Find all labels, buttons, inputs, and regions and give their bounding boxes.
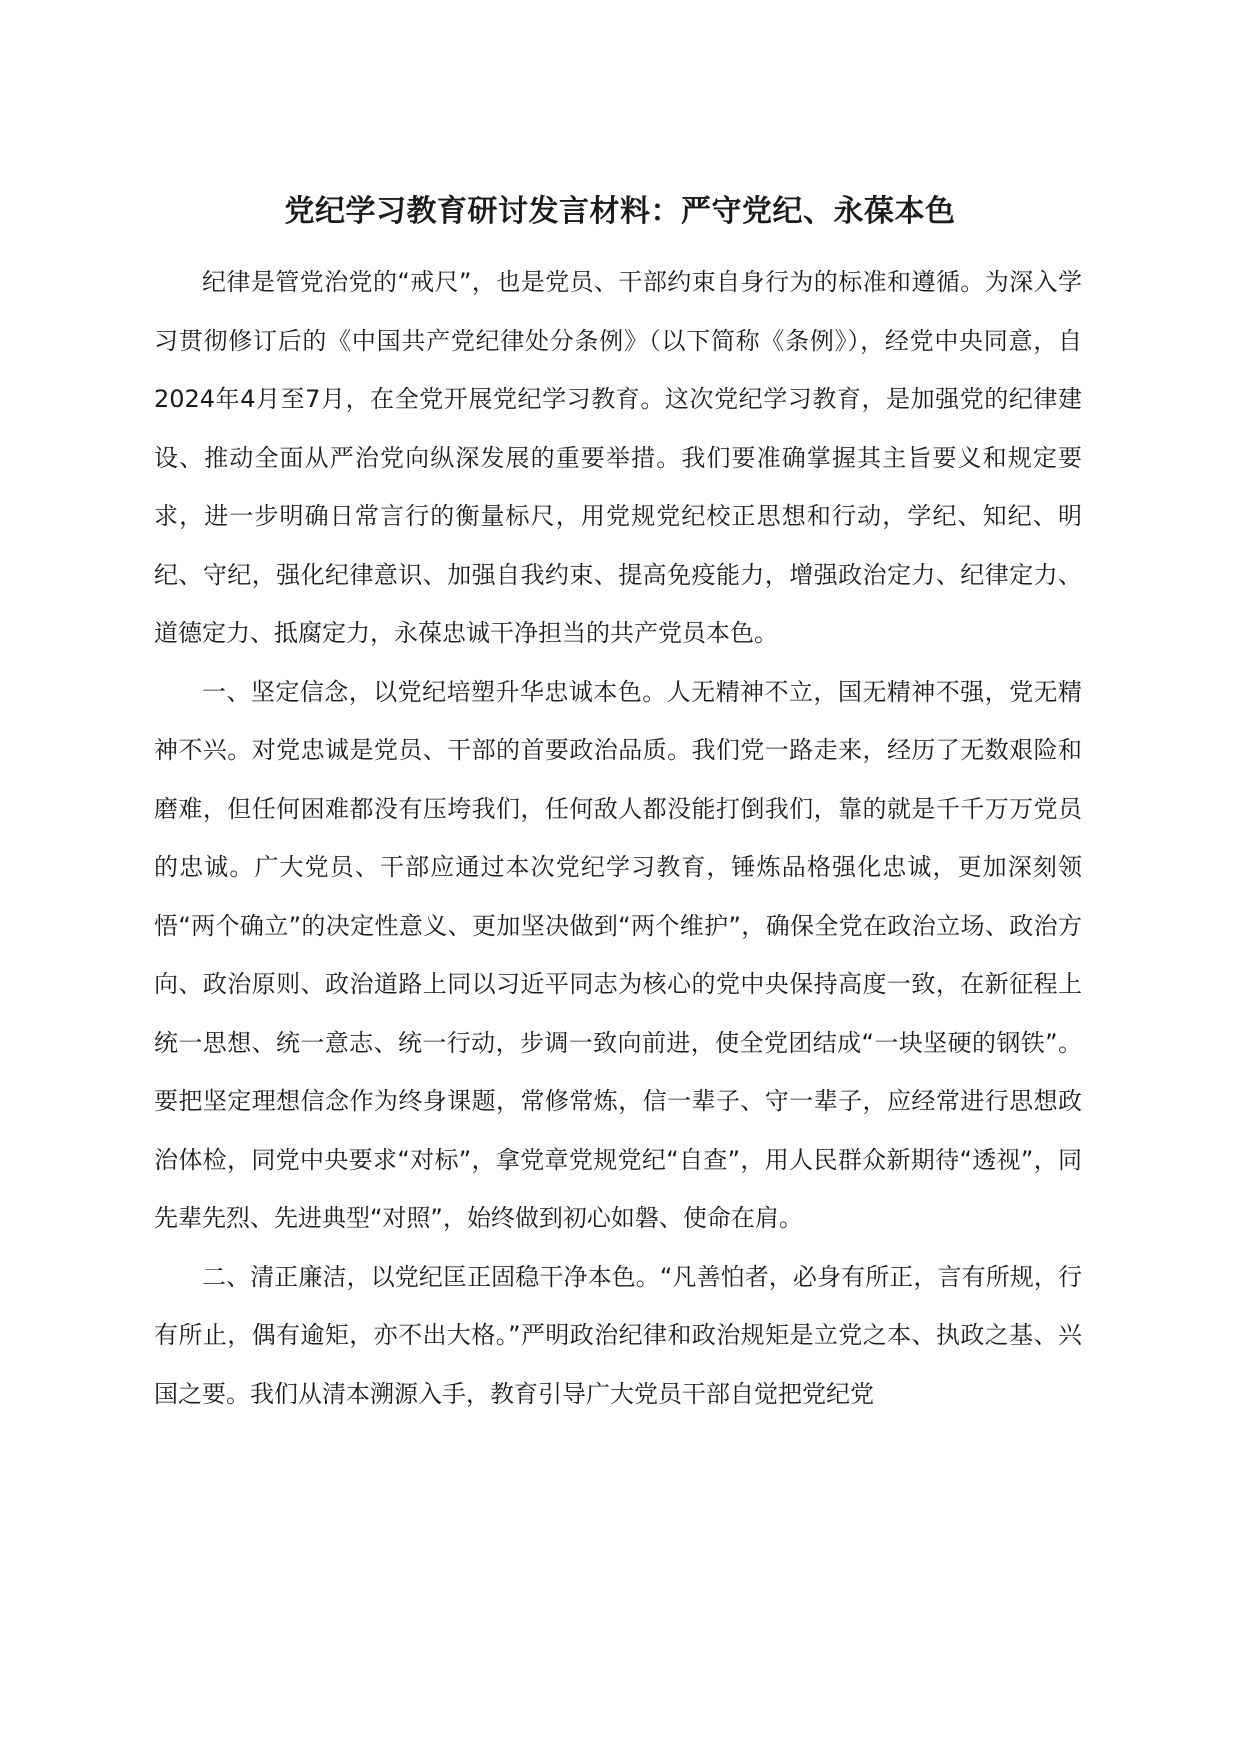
document-body	[154, 253, 1082, 1423]
paragraph-intro: 纪律是管党治党的“戒尺”，也是党员、干部约束自身行为的标准和遵循。为深入学习贯彻修订后的《中国共产党纪律处分条例》（以下简称《条例》），经党中央同意，自2024年4月至7月，在全党开展党纪学习教育。这次党纪学习教育，是加强党的纪律建设、推动全面从严治党向纵深发展的重要举措。我们要准确掌握其主旨要义和规定要求，进一步明确日常言行的衡量标尺，用党规党纪校正思想和行动，学纪、知纪、明纪、守纪，强化纪律意识、加强自我约束、提高免疫能力，增强政治定力、纪律定力、道德定力、抵腐定力，永葆忠诚干净担当的共产党员本色。	[154, 268, 1082, 647]
paragraph-section-one: 一、坚定信念，以党纪培塑升华忠诚本色。人无精神不立，国无精神不强，党无精神不兴。对党忠诚是党员、干部的首要政治品质。我们党一路走来，经历了无数艰险和磨难，但任何困难都没有压垮我们，任何敌人都没能打倒我们，靠的就是千千万万党员的忠诚。广大党员、干部应通过本次党纪学习教育，锤炼品格强化忠诚，更加深刻领悟“两个确立”的决定性意义、更加坚决做到“两个维护”，确保全党在政治立场、政治方向、政治原则、政治道路上同以习近平同志为核心的党中央保持高度一致，在新征程上统一思想、统一意志、统一行动，步调一致向前进，使全党团结成“一块坚硬的钢铁”。要把坚定理想信念作为终身课题，常修常炼，信一辈子、守一辈子，应经常进行思想政治体检，同党中央要求“对标”，拿党章党规党纪“自查”，用人民群众新期待“透视”，同先辈先烈、先进典型“对照”，始终做到初心如磐、使命在肩。	[154, 677, 1082, 1232]
document-title: 党纪学习教育研讨发言材料：严守党纪、永葆本色	[284, 194, 956, 229]
paragraph-section-two: 二、清正廉洁，以党纪匡正固稳干净本色。“凡善怕者，必身有所正，言有所规，行有所止，偶有逾矩，亦不出大格。”严明政治纪律和政治规矩是立党之本、执政之基、兴国之要。我们从清本溯源入手，教育引导广大党员干部自觉把党纪党	[154, 1262, 1082, 1408]
